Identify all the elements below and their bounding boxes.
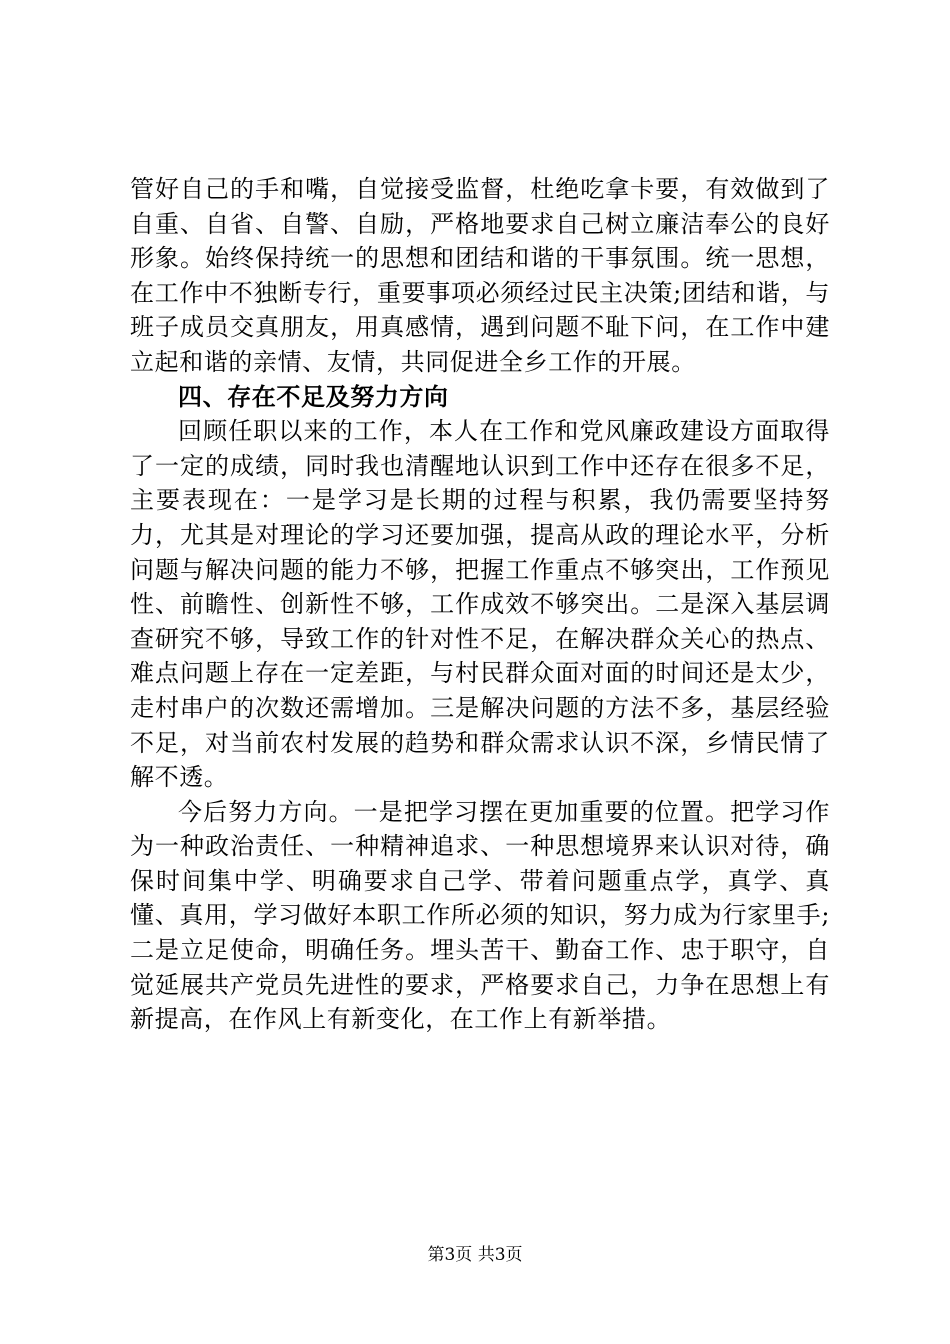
section-heading: 四、存在不足及努力方向 <box>178 382 449 411</box>
page-number-footer: 第3页 共3页 <box>427 1245 523 1265</box>
document-body <box>130 172 830 1037</box>
paragraph-shortcomings: 回顾任职以来的工作，本人在工作和党风廉政建设方面取得了一定的成绩，同时我也清醒地认识到工作中还存在很多不足，主要表现在：一是学习是长期的过程与积累，我仍需要坚持努力，尤其是对理论的学习还要加强，提高从政的理论水平，分析问题与解决问题的能力不够，把握工作重点不够突出，工作预见性、前瞻性、创新性不够，工作成效不够突出。二是深入基层调查研究不够，导致工作的针对性不足，在解决群众关心的热点、难点问题上存在一定差距，与村民群众面对面的时间还是太少，走村串户的次数还需增加。三是解决问题的方法不多，基层经验不足，对当前农村发展的趋势和群众需求认识不深，乡情民情了解不透。 <box>130 417 830 792</box>
paragraph-future-direction: 今后努力方向。一是把学习摆在更加重要的位置。把学习作为一种政治责任、一种精神追求、一种思想境界来认识对待，确保时间集中学、明确要求自己学、带着问题重点学，真学、真懂、真用，学习做好本职工作所必须的知识，努力成为行家里手;二是立足使命，明确任务。埋头苦干、勤奋工作、忠于职守，自觉延展共产党员先进性的要求，严格要求自己，力争在思想上有新提高，在作风上有新变化，在工作上有新举措。 <box>130 797 830 1034</box>
paragraph-integrity: 管好自己的手和嘴，自觉接受监督，杜绝吃拿卡要，有效做到了自重、自省、自警、自励，严格地要求自己树立廉洁奉公的良好形象。始终保持统一的思想和团结和谐的干事氛围。统一思想，在工作中不独断专行，重要事项必须经过民主决策;团结和谐，与班子成员交真朋友，用真感情，遇到问题不耻下问，在工作中建立起和谐的亲情、友情，共同促进全乡工作的开展。 <box>130 175 830 376</box>
